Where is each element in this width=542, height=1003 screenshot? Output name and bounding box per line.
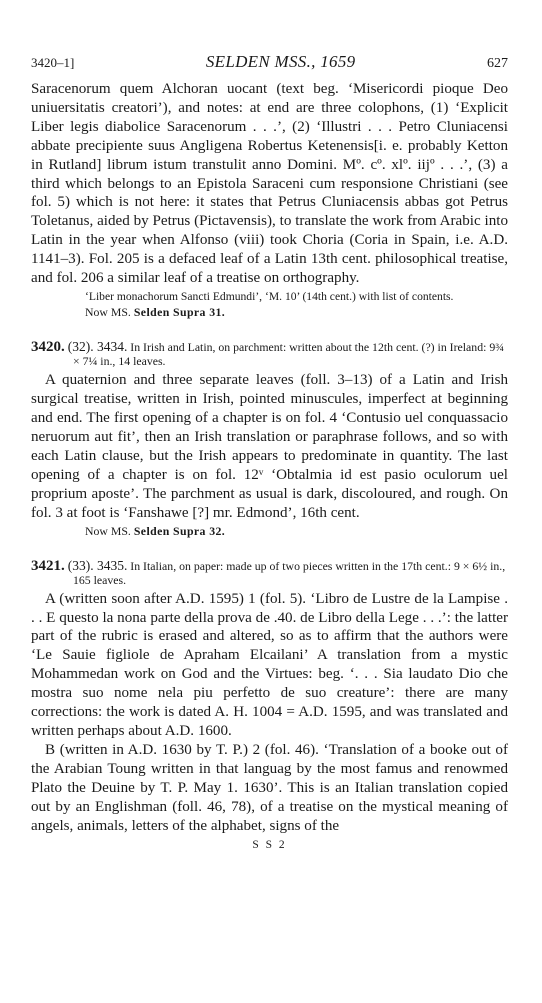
provenance-note: ‘Liber monachorum Sancti Edmundi’, ‘M. 10’ (14th cent.) with list of contents. <box>85 289 454 303</box>
entry-description: In Italian, on paper: made up of two pieces written in the 17th cent.: 9 × 6½ in., 165 leaves. <box>73 558 506 587</box>
entry-paragraph: A (written soon after A.D. 1595) 1 (fol. 5). ‘Libro de Lustre de la Lampise . . . E questo la nona parte della prova de .40. de Libro della Lege . . .’: the latter part of the rubric is erased and altered, so as to affirm that the authors were ‘Le Sauie figliole de Apraham Elcailani’ A translation from a mystic Mohammedan work on God and the Virtues: beg. ‘. . . Sia laudato Dio che mostra suo nome nela piu perfetto de suo creature’: there are many corrections: the work is dated A. H. 1004 = A.D. 1595, and was translated and written perhaps about A.D. 1600. <box>31 590 508 739</box>
entry-old-numbers: (32). 3434. <box>67 339 128 355</box>
header-title: SELDEN MSS., 1659 <box>205 52 356 71</box>
continuation-paragraph: Saracenorum quem Alchoran uocant (text beg. ‘Misericordi pioque Deo uniuersitatis creatori’), and notes: at end are three colophons, (1) ‘Explicit Liber legis diabolice Saracenorum . . .’, (2) ‘Illustri . . . Petro Cluniacensi abbate precipiente suus Angligena Robertus Ketenensis[i. e. probably Ketton in Rutland] librum istum transtulit anno Domini. Mº. cº. xlº. iijº . . .’, (3) a third which belongs to an Epistola Saraceni cum responsione Christiani (see fol. 5) which is not here: it states that Petrus Cluniacensis abbas got Petrus Toletanus, aided by Petrus (Pictavensis), to translate the work from Arabic into Latin in the year when Alfonso (viii) took Choria (Coria in Spain, i.e. A.D. 1141–3). Fol. 205 is a defaced leaf of a Latin 13th cent. philosophical treatise, and fol. 206 a similar leaf of a treatise on orthography. <box>31 81 508 287</box>
current-location <box>85 524 508 539</box>
entry-heading-3421 <box>31 559 508 587</box>
entry-paragraph: A quaternion and three separate leaves (foll. 3–13) of a Latin and Irish surgical treatise, written in Irish, pointed minuscules, imperfect at beginning and end. The first opening of a chapter is on fol. 4 ‘Contusio uel conquassacio neruorum aut fit’, then an Irish translation or paraphrase follows, and so with each Latin clause, but the Irish appears to predominate in quantity. The last opening of a chapter is on fol. 12ᵛ ‘Obtalmia id est pasio oculorum uel proprium aposte’. The parchment as usual is dark, discoloured, and rough. On fol. 3 at foot is ‘Fanshawe [?] mr. Edmond’, 16th cent. <box>31 372 508 521</box>
page-number: 627 <box>486 56 508 71</box>
location-shelfmark: Selden Supra 32. <box>133 523 226 538</box>
entry-number: 3421. <box>31 557 65 574</box>
entry-description: In Irish and Latin, on parchment: written about the 12th cent. (?) in Ireland: 9¾ × 7¼ in., 14 leaves. <box>73 340 505 369</box>
location-prefix: Now MS. <box>85 523 131 538</box>
entry-number: 3420. <box>31 339 65 356</box>
entry-heading-3420 <box>31 340 508 368</box>
entry-paragraph: B (written in A.D. 1630 by T. P.) 2 (fol. 46). ‘Translation of a booke out of the Arabian Toung written in that languag by the most famus and renowmed Plato the Deuine by T. P. May 1. 1630’. This is an Italian translation copied out by an Englishman (foll. 46, 78), of a treatise on the mystical meaning of angels, animals, letters of the alphabet, signs of the <box>31 741 508 834</box>
running-header <box>31 52 508 72</box>
current-location <box>85 305 508 320</box>
location-prefix: Now MS. <box>85 305 131 320</box>
signature-mark: S S 2 <box>252 839 287 852</box>
location-shelfmark: Selden Supra 31. <box>133 305 226 320</box>
entry-old-numbers: (33). 3435. <box>67 557 128 573</box>
header-entry-range: 3420–1] <box>31 55 75 70</box>
